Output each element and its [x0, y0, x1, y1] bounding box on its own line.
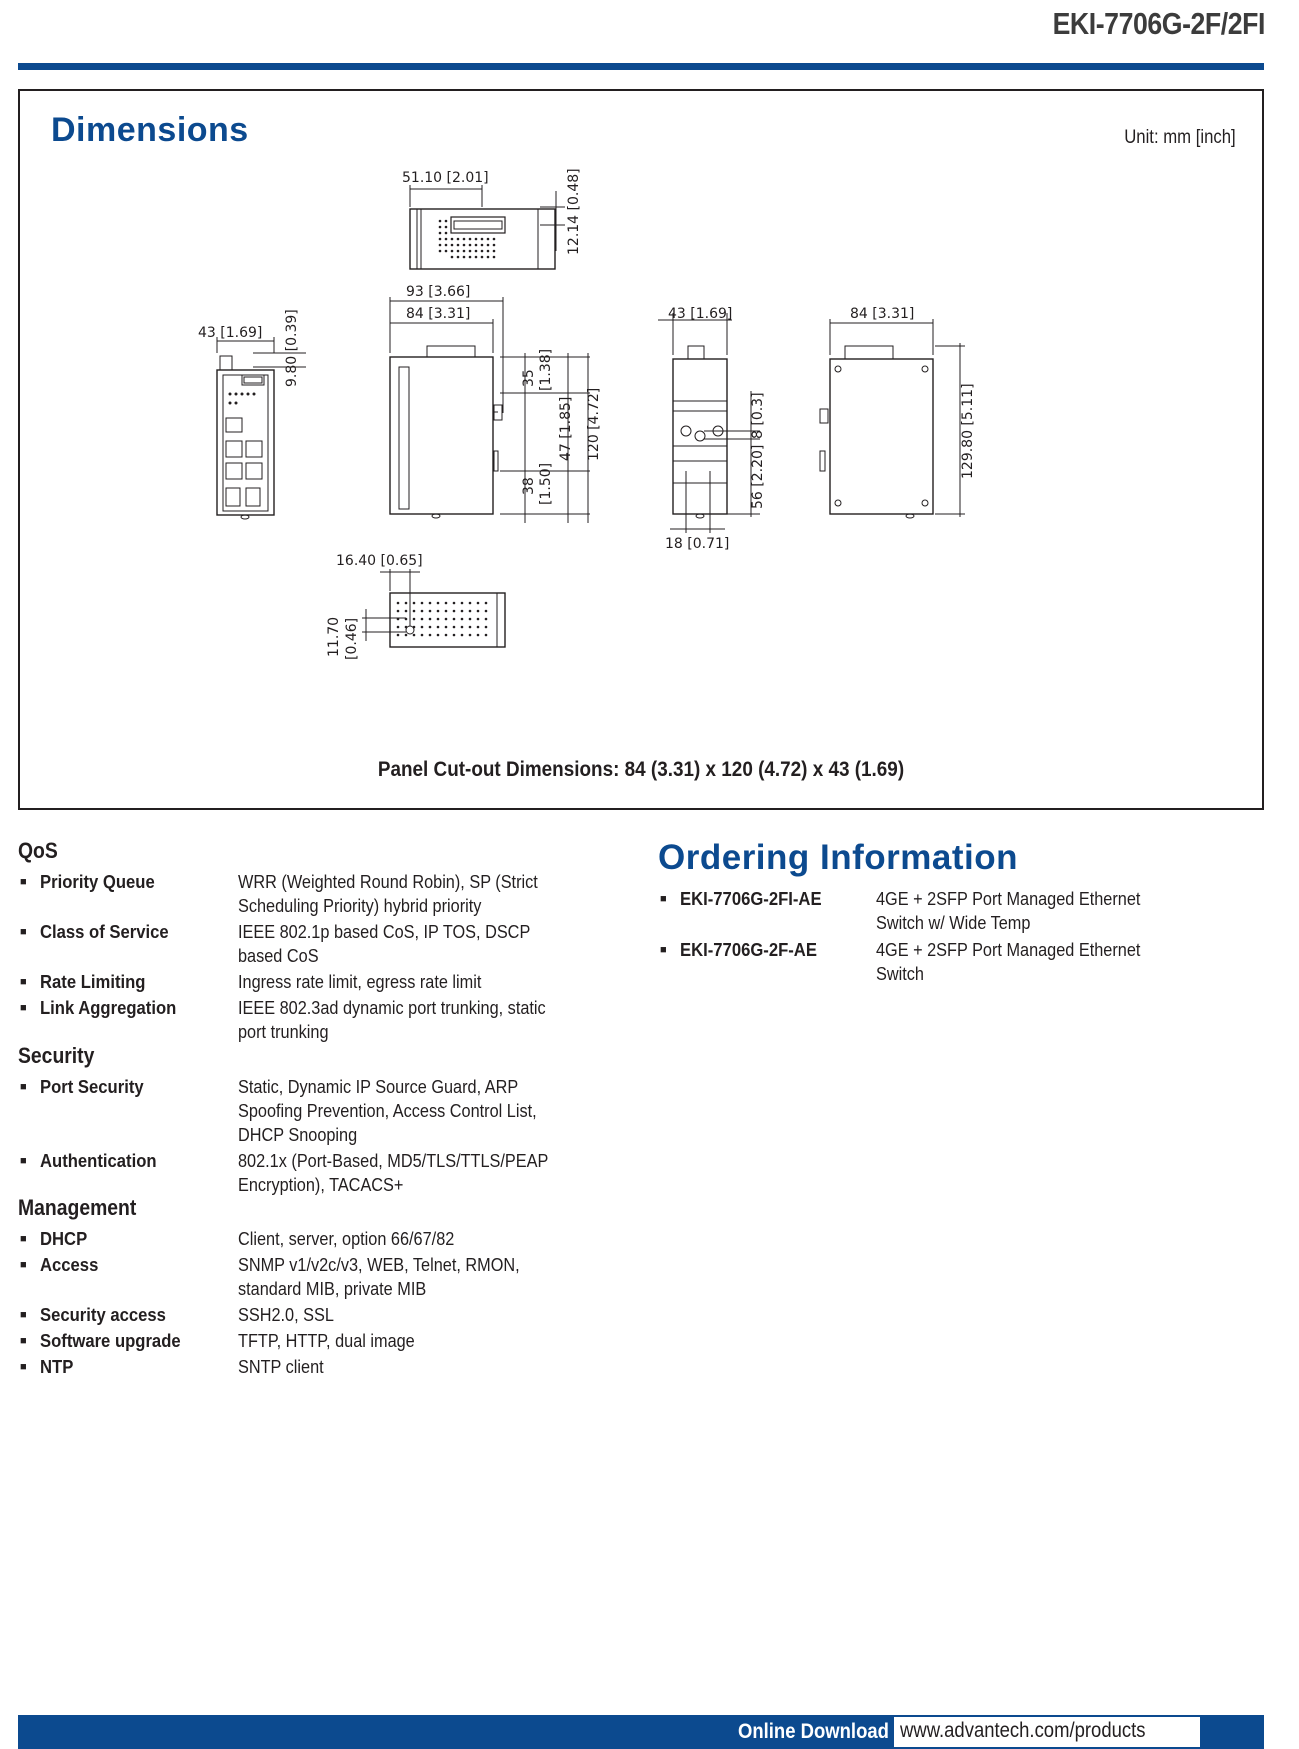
- spec-row: [18, 870, 638, 918]
- spec-label: Link Aggregation: [40, 997, 177, 1018]
- spec-row: [18, 1303, 638, 1327]
- bottom-width-dim: 16.40 [0.65]: [336, 553, 423, 569]
- side-38-inch-dim: [1.50]: [538, 462, 554, 505]
- spec-label: NTP: [40, 1356, 74, 1377]
- header-rule: [18, 63, 1264, 70]
- spec-value: SSH2.0, SSL: [238, 1304, 334, 1325]
- spec-value: IEEE 802.3ad dynamic port trunking, static port trunking: [238, 997, 546, 1042]
- spec-value: IEEE 802.1p based CoS, IP TOS, DSCP based CoS: [238, 921, 531, 966]
- spec-row: [18, 1329, 638, 1353]
- back-view-drawing: [820, 319, 965, 518]
- part-number: EKI-7706G-2FI-AE: [680, 888, 822, 909]
- bullet-icon: ■: [20, 1361, 27, 1373]
- bullet-icon: ■: [20, 1335, 27, 1347]
- spec-label: Access: [40, 1254, 99, 1275]
- spec-value: Client, server, option 66/67/82: [238, 1228, 455, 1249]
- spec-value: TFTP, HTTP, dual image: [238, 1330, 415, 1351]
- ordering-title: Ordering Information: [658, 838, 1018, 877]
- side-47-dim: 47 [1.85]: [558, 396, 574, 461]
- spec-row: [18, 1075, 638, 1147]
- bullet-icon: ■: [660, 893, 667, 905]
- spec-label: Security access: [40, 1304, 166, 1325]
- bullet-icon: ■: [20, 1155, 27, 1167]
- dimensions-title: Dimensions: [51, 111, 249, 149]
- bottom-height-inch-dim: [0.46]: [344, 617, 360, 660]
- rear-18-dim: 18 [0.71]: [665, 536, 730, 552]
- bullet-icon: ■: [20, 876, 27, 888]
- spec-value: SNTP client: [238, 1356, 324, 1377]
- back-height-dim: 129.80 [5.11]: [960, 383, 976, 479]
- side-38-dim: 38: [521, 477, 537, 495]
- bullet-icon: ■: [20, 976, 27, 988]
- spec-row: [18, 920, 638, 968]
- spec-row: [18, 970, 638, 994]
- bullet-icon: ■: [20, 1309, 27, 1321]
- bottom-height-dim: 11.70: [326, 616, 342, 657]
- spec-label: Class of Service: [40, 921, 169, 942]
- online-download-label: Online Download: [738, 1720, 889, 1743]
- back-width-dim: 84 [3.31]: [850, 306, 915, 322]
- spec-row: [18, 1355, 638, 1379]
- bottom-view-drawing: [362, 569, 505, 647]
- dimensions-panel: [18, 89, 1264, 810]
- spec-label: DHCP: [40, 1228, 88, 1249]
- rear-view-drawing: [658, 313, 760, 533]
- part-description: 4GE + 2SFP Port Managed Ethernet Switch: [876, 939, 1141, 984]
- bullet-icon: ■: [660, 944, 667, 956]
- side-inner-dim: 84 [3.31]: [406, 306, 471, 322]
- spec-value: WRR (Weighted Round Robin), SP (Strict Scheduling Priority) hybrid priority: [238, 871, 538, 916]
- rear-width-dim: 43 [1.69]: [668, 306, 733, 322]
- side-35-inch-dim: [1.38]: [538, 348, 554, 391]
- spec-label: Authentication: [40, 1150, 157, 1171]
- ordering-item: [658, 887, 1258, 935]
- spec-label: Software upgrade: [40, 1330, 181, 1351]
- bullet-icon: ■: [20, 1259, 27, 1271]
- management-section: [18, 1195, 638, 1381]
- ordering-list: [658, 887, 1258, 989]
- dimension-drawings: [20, 91, 1264, 810]
- spec-row: [18, 1227, 638, 1251]
- spec-label: Port Security: [40, 1076, 144, 1097]
- ordering-item: [658, 938, 1258, 986]
- spec-row: [18, 1253, 638, 1301]
- spec-label: Priority Queue: [40, 871, 155, 892]
- bullet-icon: ■: [20, 1002, 27, 1014]
- qos-section: [18, 838, 638, 1046]
- security-section: [18, 1043, 638, 1199]
- bullet-icon: ■: [20, 1081, 27, 1093]
- management-heading: Management: [18, 1195, 137, 1220]
- top-width-dim: 51.10 [2.01]: [402, 170, 489, 186]
- front-width-dim: 43 [1.69]: [198, 325, 263, 341]
- bullet-icon: ■: [20, 1233, 27, 1245]
- spec-value: Ingress rate limit, egress rate limit: [238, 971, 482, 992]
- side-120-dim: 120 [4.72]: [586, 387, 602, 461]
- front-depth-dim: 9.80 [0.39]: [284, 309, 300, 387]
- spec-row: [18, 1149, 638, 1197]
- download-url-link[interactable]: www.advantech.com/products: [900, 1719, 1146, 1742]
- spec-label: Rate Limiting: [40, 971, 146, 992]
- security-heading: Security: [18, 1043, 95, 1068]
- spec-value: SNMP v1/v2c/v3, WEB, Telnet, RMON, standard MIB, private MIB: [238, 1254, 520, 1299]
- product-model-title: EKI-7706G-2F/2FI: [1052, 6, 1265, 41]
- side-35-dim: 35: [521, 369, 537, 387]
- spec-value: Static, Dynamic IP Source Guard, ARP Spoofing Prevention, Access Control List, DHCP Snooping: [238, 1076, 537, 1145]
- rear-56-dim: 56 [2.20]: [750, 444, 766, 509]
- top-height-dim: 12.14 [0.48]: [566, 168, 582, 255]
- unit-label: Unit: mm [inch]: [1124, 127, 1236, 148]
- side-outer-dim: 93 [3.66]: [406, 284, 471, 300]
- part-description: 4GE + 2SFP Port Managed Ethernet Switch w/ Wide Temp: [876, 888, 1141, 933]
- spec-row: [18, 996, 638, 1044]
- qos-heading: QoS: [18, 838, 58, 863]
- rear-8-dim: 8 [0.3]: [750, 392, 766, 439]
- panel-cutout-caption: Panel Cut-out Dimensions: 84 (3.31) x 120 (4.72) x 43 (1.69): [377, 758, 905, 781]
- bullet-icon: ■: [20, 926, 27, 938]
- part-number: EKI-7706G-2F-AE: [680, 939, 817, 960]
- top-view-drawing: [410, 185, 565, 269]
- spec-value: 802.1x (Port-Based, MD5/TLS/TTLS/PEAP Encryption), TACACS+: [238, 1150, 549, 1195]
